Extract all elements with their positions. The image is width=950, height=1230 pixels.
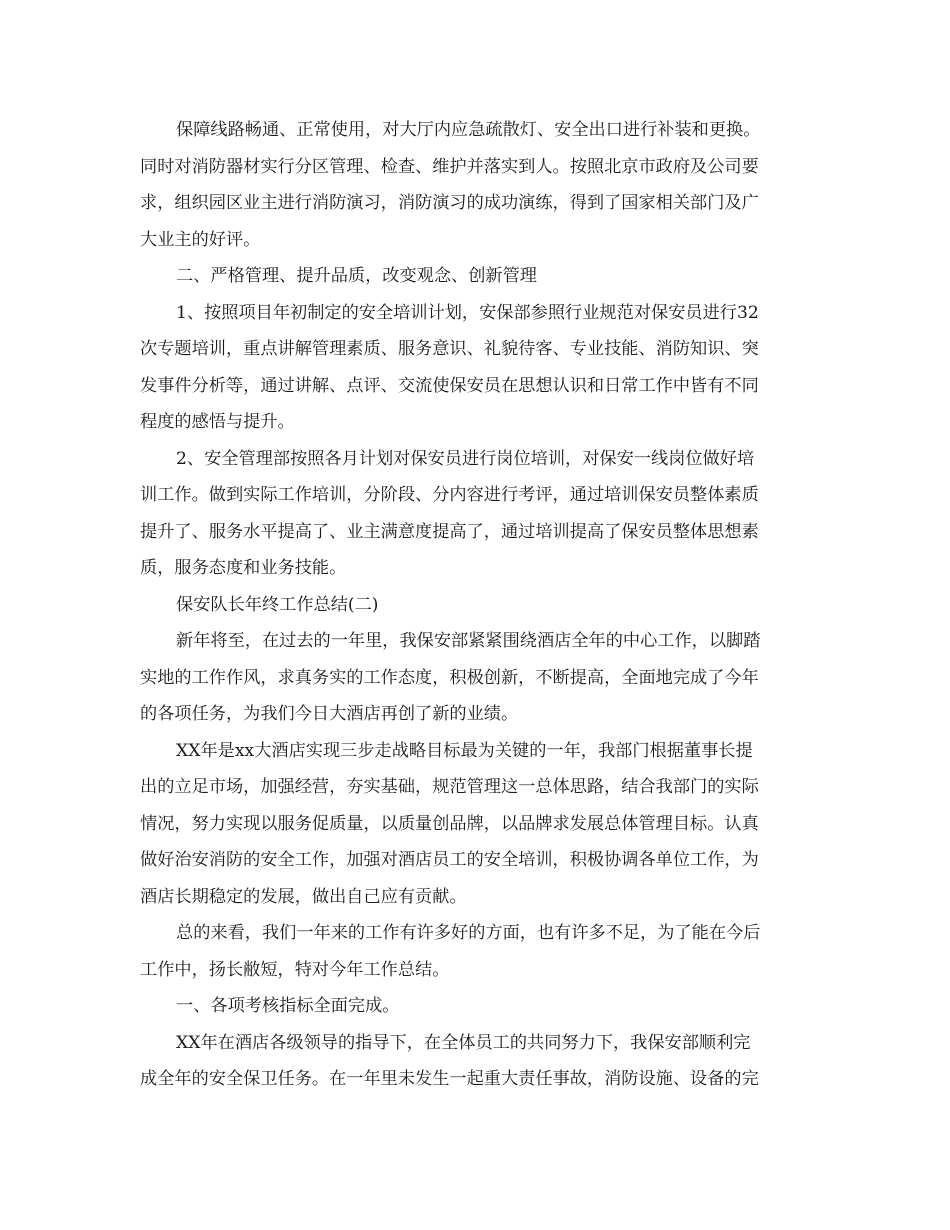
text-line: 情况，努力实现以服务促质量，以质量创品牌，以品牌求发展总体管理目标。认真	[140, 813, 759, 834]
text-line: 新年将至，在过去的一年里，我保安部紧紧围绕酒店全年的中心工作，以脚踏	[176, 631, 761, 651]
text-line: 总的来看，我们一年来的工作有许多好的方面，也有许多不足，为了能在今后	[176, 923, 761, 943]
text-line: 发事件分析等，通过讲解、点评、交流使保安员在思想认识和日常工作中皆有不同	[140, 375, 759, 396]
text-line: 大业主的好评。	[140, 229, 261, 250]
section-heading: 一、各项考核指标全面完成。	[176, 996, 400, 1016]
text-line: 实地的工作作风，求真务实的工作态度，积极创新，不断提高，全面地完成了今年	[140, 667, 759, 688]
text-line: 同时对消防器材实行分区管理、检查、维护并落实到人。按照北京市政府及公司要	[140, 156, 759, 177]
text-line: 出的立足市场，加强经营，夯实基础，规范管理这一总体思路，结合我部门的实际	[140, 777, 759, 797]
text-line: 工作中，扬长敝短，特对今年工作总结。	[140, 959, 450, 980]
document-body	[140, 112, 820, 1098]
text-line: 做好治安消防的安全工作，加强对酒店员工的安全培训，积极协调各单位工作，为	[140, 850, 759, 870]
text-line: 的各项任务，为我们今日大酒店再创了新的业绩。	[140, 704, 519, 724]
text-line: 次专题培训，重点讲解管理素质、服务意识、礼貌待客、专业技能、消防知识、突	[140, 339, 759, 359]
text-line: 求，组织园区业主进行消防演习，消防演习的成功演练，得到了国家相关部门及广	[140, 193, 759, 213]
section-heading: 二、严格管理、提升品质，改变观念、创新管理	[176, 266, 537, 286]
text-line: 保障线路畅通、正常使用，对大厅内应急疏散灯、安全出口进行补装和更换。	[176, 120, 761, 140]
text-line: 质，服务态度和业务技能。	[140, 558, 347, 578]
text-line: 提升了、服务水平提高了、业主满意度提高了，通过培训提高了保安员整体思想素	[140, 521, 759, 542]
text-line: 酒店长期稳定的发展，做出自己应有贡献。	[140, 886, 467, 907]
text-line: 2、安全管理部按照各月计划对保安员进行岗位培训，对保安一线岗位做好培	[176, 448, 755, 469]
document-subtitle: 保安队长年终工作总结(二)	[176, 594, 379, 615]
text-line: XX年是xx大酒店实现三步走战略目标最为关键的一年，我部门根据董事长提	[176, 740, 753, 761]
text-line: 程度的感悟与提升。	[140, 412, 295, 432]
text-line: 训工作。做到实际工作培训，分阶段、分内容进行考评，通过培训保安员整体素质	[140, 485, 759, 505]
text-line: XX年在酒店各级领导的指导下，在全体员工的共同努力下，我保安部顺利完	[176, 1032, 751, 1053]
text-line: 1、按照项目年初制定的安全培训计划，安保部参照行业规范对保安员进行32	[176, 302, 759, 323]
text-line: 成全年的安全保卫任务。在一年里未发生一起重大责任事故，消防设施、设备的完	[140, 1069, 759, 1089]
